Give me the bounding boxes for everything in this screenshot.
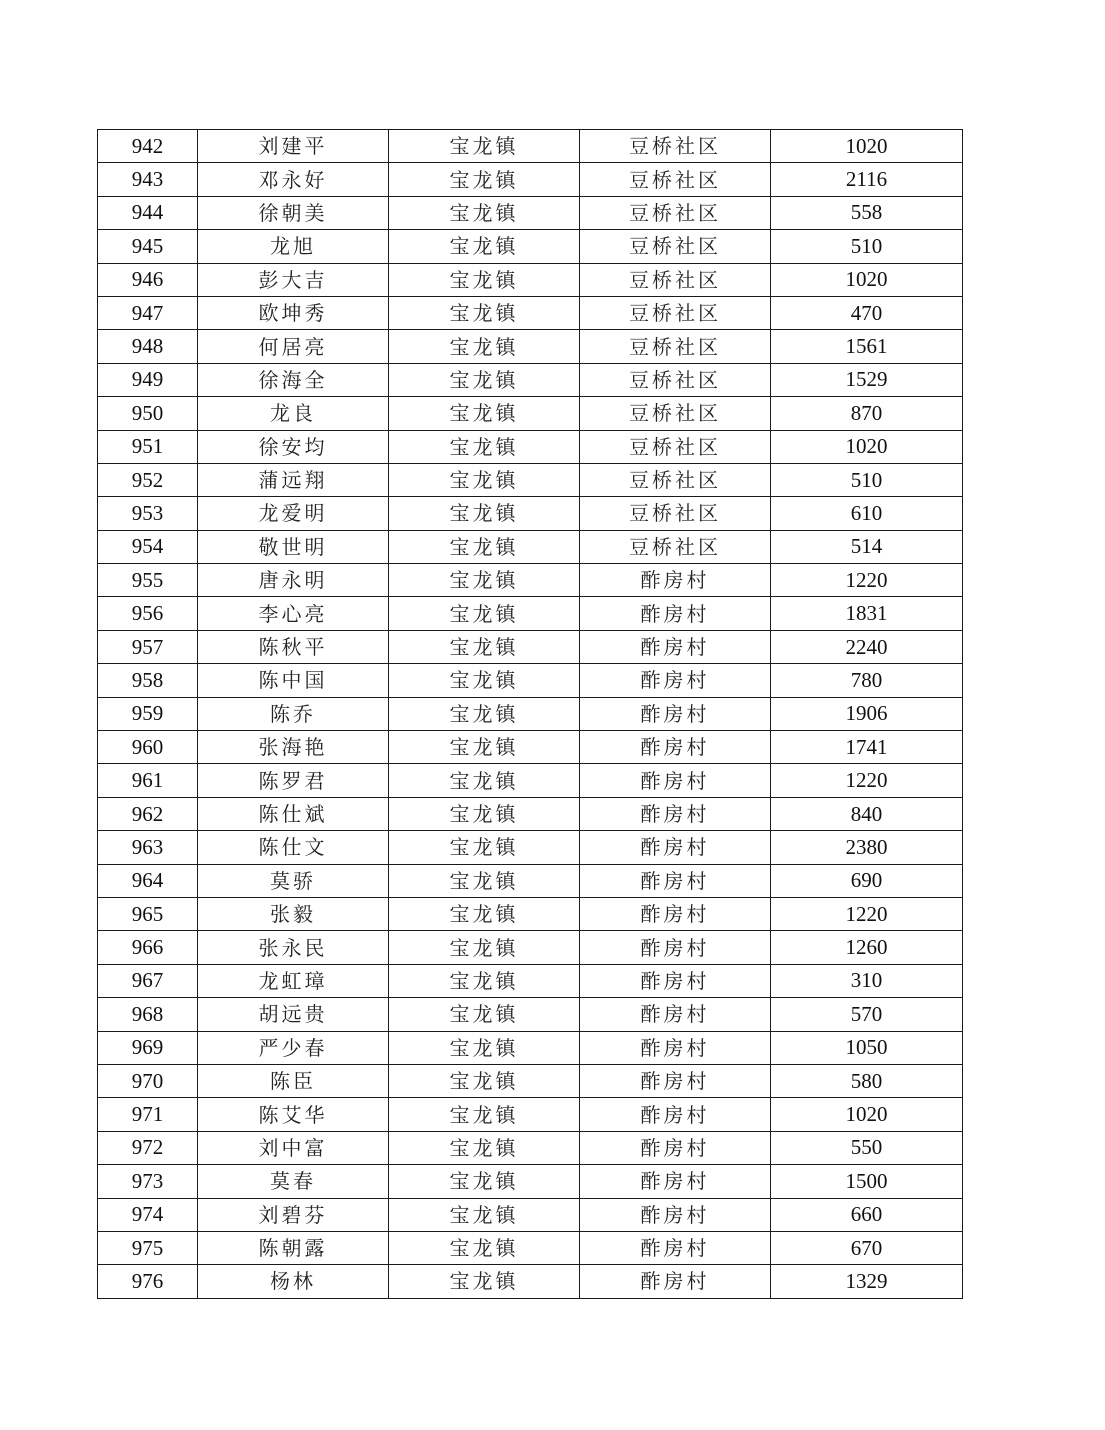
village-cell: 豆桥社区 [580,397,771,430]
amount-cell: 660 [771,1198,963,1231]
row-number-cell: 944 [98,196,198,229]
name-cell: 龙虹璋 [198,964,389,997]
row-number-cell: 955 [98,564,198,597]
table-row [98,1131,963,1164]
amount-cell: 550 [771,1131,963,1164]
row-number-cell: 973 [98,1165,198,1198]
town-cell: 宝龙镇 [389,998,580,1031]
amount-cell: 558 [771,196,963,229]
name-cell: 陈中国 [198,664,389,697]
town-cell: 宝龙镇 [389,1031,580,1064]
amount-cell: 2116 [771,163,963,196]
amount-cell: 1020 [771,430,963,463]
table-row [98,931,963,964]
amount-cell: 1529 [771,363,963,396]
name-cell: 徐朝美 [198,196,389,229]
table-row [98,597,963,630]
village-cell: 酢房村 [580,964,771,997]
name-cell: 蒲远翔 [198,463,389,496]
village-cell: 酢房村 [580,931,771,964]
table-row [98,964,963,997]
roster-table [97,129,963,1299]
town-cell: 宝龙镇 [389,831,580,864]
row-number-cell: 968 [98,998,198,1031]
town-cell: 宝龙镇 [389,1231,580,1264]
amount-cell: 1329 [771,1265,963,1298]
amount-cell: 570 [771,998,963,1031]
amount-cell: 1020 [771,263,963,296]
name-cell: 陈朝露 [198,1231,389,1264]
town-cell: 宝龙镇 [389,764,580,797]
table-row [98,998,963,1031]
row-number-cell: 972 [98,1131,198,1164]
town-cell: 宝龙镇 [389,363,580,396]
village-cell: 豆桥社区 [580,530,771,563]
table-row [98,463,963,496]
village-cell: 豆桥社区 [580,130,771,163]
table-row [98,764,963,797]
amount-cell: 1260 [771,931,963,964]
roster-table-body [98,130,963,1299]
town-cell: 宝龙镇 [389,430,580,463]
town-cell: 宝龙镇 [389,397,580,430]
village-cell: 酢房村 [580,797,771,830]
name-cell: 莫春 [198,1165,389,1198]
row-number-cell: 974 [98,1198,198,1231]
name-cell: 张毅 [198,897,389,930]
village-cell: 酢房村 [580,630,771,663]
name-cell: 杨林 [198,1265,389,1298]
amount-cell: 1220 [771,764,963,797]
name-cell: 龙爱明 [198,497,389,530]
village-cell: 酢房村 [580,1198,771,1231]
amount-cell: 580 [771,1064,963,1097]
name-cell: 严少春 [198,1031,389,1064]
town-cell: 宝龙镇 [389,1064,580,1097]
town-cell: 宝龙镇 [389,497,580,530]
village-cell: 酢房村 [580,697,771,730]
town-cell: 宝龙镇 [389,731,580,764]
row-number-cell: 954 [98,530,198,563]
village-cell: 豆桥社区 [580,330,771,363]
village-cell: 豆桥社区 [580,463,771,496]
town-cell: 宝龙镇 [389,664,580,697]
village-cell: 酢房村 [580,998,771,1031]
row-number-cell: 961 [98,764,198,797]
name-cell: 胡远贵 [198,998,389,1031]
row-number-cell: 964 [98,864,198,897]
town-cell: 宝龙镇 [389,230,580,263]
table-row [98,1231,963,1264]
town-cell: 宝龙镇 [389,597,580,630]
name-cell: 陈秋平 [198,630,389,663]
row-number-cell: 948 [98,330,198,363]
row-number-cell: 959 [98,697,198,730]
table-row [98,664,963,697]
name-cell: 陈乔 [198,697,389,730]
town-cell: 宝龙镇 [389,630,580,663]
row-number-cell: 949 [98,363,198,396]
table-row [98,363,963,396]
table-row [98,397,963,430]
name-cell: 何居亮 [198,330,389,363]
village-cell: 酢房村 [580,1064,771,1097]
name-cell: 李心亮 [198,597,389,630]
row-number-cell: 957 [98,630,198,663]
row-number-cell: 950 [98,397,198,430]
row-number-cell: 963 [98,831,198,864]
town-cell: 宝龙镇 [389,931,580,964]
town-cell: 宝龙镇 [389,864,580,897]
village-cell: 酢房村 [580,831,771,864]
town-cell: 宝龙镇 [389,1165,580,1198]
name-cell: 陈艾华 [198,1098,389,1131]
amount-cell: 1020 [771,1098,963,1131]
table-row [98,530,963,563]
town-cell: 宝龙镇 [389,463,580,496]
amount-cell: 870 [771,397,963,430]
table-row [98,497,963,530]
row-number-cell: 970 [98,1064,198,1097]
name-cell: 张永民 [198,931,389,964]
amount-cell: 2240 [771,630,963,663]
name-cell: 欧坤秀 [198,296,389,329]
amount-cell: 1831 [771,597,963,630]
village-cell: 酢房村 [580,1265,771,1298]
row-number-cell: 953 [98,497,198,530]
name-cell: 唐永明 [198,564,389,597]
name-cell: 陈仕文 [198,831,389,864]
village-cell: 酢房村 [580,664,771,697]
row-number-cell: 971 [98,1098,198,1131]
name-cell: 龙良 [198,397,389,430]
name-cell: 刘碧芬 [198,1198,389,1231]
amount-cell: 1741 [771,731,963,764]
row-number-cell: 975 [98,1231,198,1264]
amount-cell: 1050 [771,1031,963,1064]
name-cell: 邓永好 [198,163,389,196]
town-cell: 宝龙镇 [389,196,580,229]
table-row [98,263,963,296]
table-row [98,797,963,830]
row-number-cell: 958 [98,664,198,697]
row-number-cell: 952 [98,463,198,496]
row-number-cell: 946 [98,263,198,296]
village-cell: 酢房村 [580,1031,771,1064]
town-cell: 宝龙镇 [389,897,580,930]
amount-cell: 840 [771,797,963,830]
table-row [98,130,963,163]
name-cell: 刘中富 [198,1131,389,1164]
amount-cell: 780 [771,664,963,697]
amount-cell: 514 [771,530,963,563]
village-cell: 豆桥社区 [580,163,771,196]
table-row [98,697,963,730]
table-row [98,731,963,764]
town-cell: 宝龙镇 [389,163,580,196]
town-cell: 宝龙镇 [389,1198,580,1231]
village-cell: 豆桥社区 [580,363,771,396]
name-cell: 张海艳 [198,731,389,764]
town-cell: 宝龙镇 [389,964,580,997]
town-cell: 宝龙镇 [389,697,580,730]
name-cell: 陈罗君 [198,764,389,797]
town-cell: 宝龙镇 [389,263,580,296]
village-cell: 酢房村 [580,1231,771,1264]
row-number-cell: 945 [98,230,198,263]
amount-cell: 510 [771,230,963,263]
village-cell: 豆桥社区 [580,263,771,296]
village-cell: 酢房村 [580,1131,771,1164]
table-row [98,1165,963,1198]
table-row [98,296,963,329]
name-cell: 刘建平 [198,130,389,163]
row-number-cell: 956 [98,597,198,630]
amount-cell: 670 [771,1231,963,1264]
row-number-cell: 962 [98,797,198,830]
row-number-cell: 966 [98,931,198,964]
row-number-cell: 960 [98,731,198,764]
village-cell: 豆桥社区 [580,296,771,329]
amount-cell: 2380 [771,831,963,864]
town-cell: 宝龙镇 [389,797,580,830]
amount-cell: 510 [771,463,963,496]
town-cell: 宝龙镇 [389,330,580,363]
row-number-cell: 965 [98,897,198,930]
table-row [98,564,963,597]
amount-cell: 1906 [771,697,963,730]
table-row [98,1064,963,1097]
village-cell: 豆桥社区 [580,196,771,229]
name-cell: 莫骄 [198,864,389,897]
town-cell: 宝龙镇 [389,1131,580,1164]
amount-cell: 1220 [771,564,963,597]
row-number-cell: 976 [98,1265,198,1298]
table-row [98,1031,963,1064]
row-number-cell: 942 [98,130,198,163]
town-cell: 宝龙镇 [389,1098,580,1131]
village-cell: 酢房村 [580,731,771,764]
name-cell: 陈仕斌 [198,797,389,830]
name-cell: 敬世明 [198,530,389,563]
table-row [98,230,963,263]
row-number-cell: 967 [98,964,198,997]
amount-cell: 1020 [771,130,963,163]
village-cell: 酢房村 [580,864,771,897]
name-cell: 龙旭 [198,230,389,263]
table-row [98,1098,963,1131]
table-row [98,1265,963,1298]
amount-cell: 310 [771,964,963,997]
amount-cell: 690 [771,864,963,897]
amount-cell: 470 [771,296,963,329]
town-cell: 宝龙镇 [389,296,580,329]
name-cell: 陈臣 [198,1064,389,1097]
amount-cell: 1500 [771,1165,963,1198]
name-cell: 彭大吉 [198,263,389,296]
village-cell: 豆桥社区 [580,430,771,463]
row-number-cell: 947 [98,296,198,329]
row-number-cell: 969 [98,1031,198,1064]
table-row [98,196,963,229]
table-row [98,897,963,930]
village-cell: 酢房村 [580,764,771,797]
table-row [98,330,963,363]
village-cell: 酢房村 [580,1098,771,1131]
village-cell: 豆桥社区 [580,497,771,530]
amount-cell: 610 [771,497,963,530]
village-cell: 豆桥社区 [580,230,771,263]
table-row [98,1198,963,1231]
table-row [98,630,963,663]
village-cell: 酢房村 [580,564,771,597]
table-row [98,831,963,864]
town-cell: 宝龙镇 [389,130,580,163]
amount-cell: 1220 [771,897,963,930]
village-cell: 酢房村 [580,597,771,630]
row-number-cell: 951 [98,430,198,463]
town-cell: 宝龙镇 [389,1265,580,1298]
table-row [98,864,963,897]
name-cell: 徐安均 [198,430,389,463]
town-cell: 宝龙镇 [389,564,580,597]
village-cell: 酢房村 [580,1165,771,1198]
name-cell: 徐海全 [198,363,389,396]
row-number-cell: 943 [98,163,198,196]
village-cell: 酢房村 [580,897,771,930]
table-row [98,163,963,196]
town-cell: 宝龙镇 [389,530,580,563]
table-row [98,430,963,463]
amount-cell: 1561 [771,330,963,363]
